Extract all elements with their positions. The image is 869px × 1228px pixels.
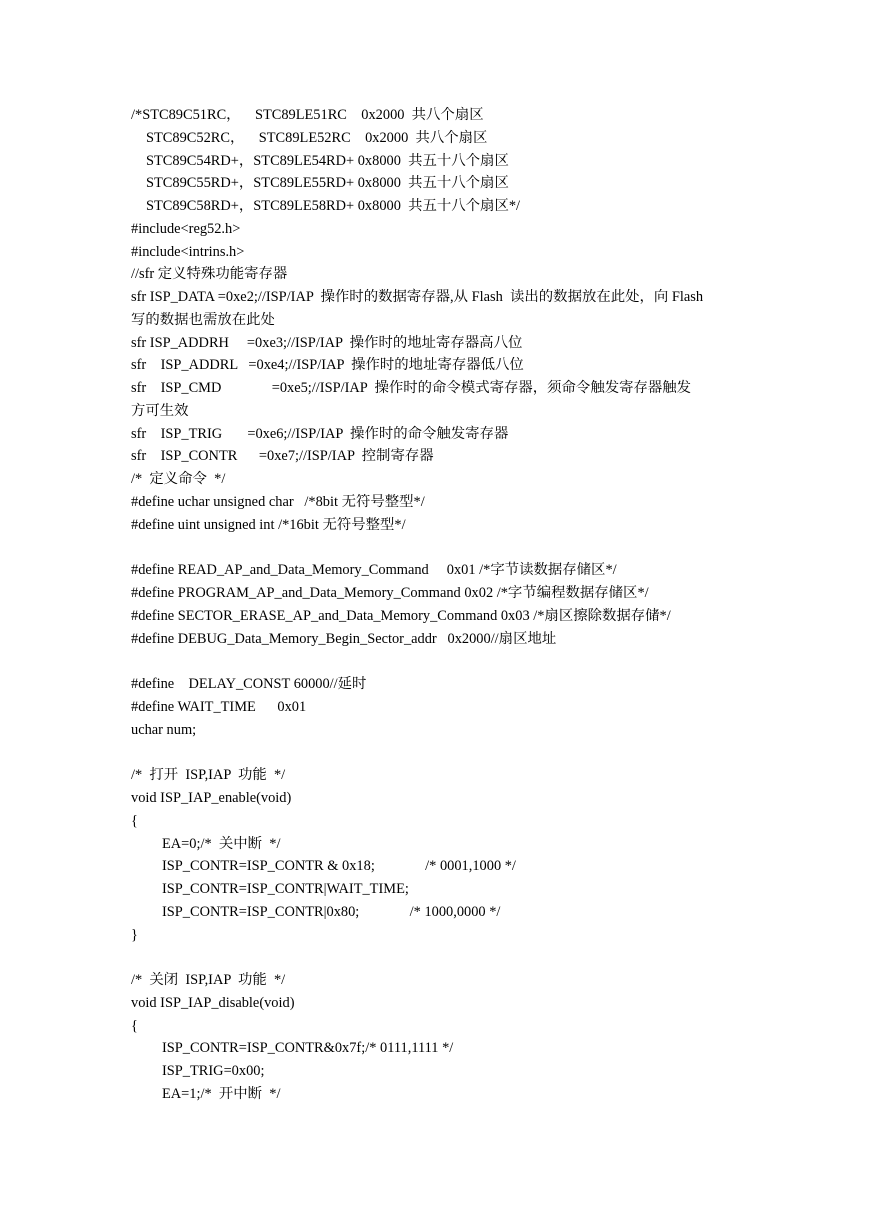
code-line: sfr ISP_CONTR =0xe7;//ISP/IAP 控制寄存器 [131, 448, 434, 465]
code-line: ISP_CONTR=ISP_CONTR|WAIT_TIME; [162, 881, 409, 898]
code-line: #define SECTOR_ERASE_AP_and_Data_Memory_Command 0x03 /*扇区擦除数据存储*/ [131, 607, 671, 624]
code-line: { [131, 1017, 138, 1034]
code-line: sfr ISP_ADDRL =0xe4;//ISP/IAP 操作时的地址寄存器低八位 [131, 357, 524, 374]
blank-line [131, 946, 771, 969]
code-line: #define PROGRAM_AP_and_Data_Memory_Command 0x02 /*字节编程数据存储区*/ [131, 585, 649, 602]
code-line: 写的数据也需放在此处 [131, 311, 275, 328]
code-line: sfr ISP_DATA =0xe2;//ISP/IAP 操作时的数据寄存器,从 Flash 读出的数据放在此处，向 Flash [131, 289, 704, 306]
code-line: /* 定义命令 */ [131, 471, 226, 488]
code-line: void ISP_IAP_enable(void) [131, 789, 292, 806]
code-line: //sfr 定义特殊功能寄存器 [131, 266, 288, 283]
code-line: uchar num; [131, 721, 197, 738]
code-line: sfr ISP_CMD =0xe5;//ISP/IAP 操作时的命令模式寄存器，须命令触发寄存器触发 [131, 380, 692, 397]
code-line: ISP_CONTR=ISP_CONTR|0x80; /* 1000,0000 */ [162, 903, 501, 920]
code-line: #include<reg52.h> [131, 220, 241, 237]
code-line: EA=0;/* 关中断 */ [162, 835, 281, 852]
blank-line [131, 741, 771, 764]
code-line: STC89C54RD+，STC89LE54RD+ 0x8000 共五十八个扇区 [146, 152, 509, 169]
blank-line [131, 650, 771, 673]
code-line: #define uint unsigned int /*16bit 无符号整型*/ [131, 516, 406, 533]
code-line: /*STC89C51RC， STC89LE51RC 0x2000 共八个扇区 [131, 107, 484, 123]
code-line: STC89C58RD+，STC89LE58RD+ 0x8000 共五十八个扇区*/ [146, 198, 521, 215]
code-line: #define uchar unsigned char /*8bit 无符号整型*/ [131, 494, 425, 511]
code-line: #define DELAY_CONST 60000//延时 [131, 676, 367, 693]
code-line: STC89C55RD+，STC89LE55RD+ 0x8000 共五十八个扇区 [146, 175, 509, 192]
code-line: #define WAIT_TIME 0x01 [131, 698, 307, 715]
code-line: sfr ISP_ADDRH =0xe3;//ISP/IAP 操作时的地址寄存器高八位 [131, 334, 523, 351]
code-listing [131, 104, 771, 1106]
code-line: ISP_CONTR=ISP_CONTR&0x7f;/* 0111,1111 */ [162, 1040, 454, 1057]
code-line: } [131, 926, 138, 943]
code-line: #define DEBUG_Data_Memory_Begin_Sector_addr 0x2000//扇区地址 [131, 630, 557, 647]
code-line: { [131, 812, 138, 829]
code-line: EA=1;/* 开中断 */ [162, 1085, 281, 1102]
code-line: /* 关闭 ISP,IAP 功能 */ [131, 972, 286, 989]
code-line: sfr ISP_TRIG =0xe6;//ISP/IAP 操作时的命令触发寄存器 [131, 425, 509, 442]
code-line: 方可生效 [131, 402, 189, 419]
code-line: #include<intrins.h> [131, 243, 245, 260]
code-line: ISP_TRIG=0x00; [162, 1063, 265, 1080]
code-line: #define READ_AP_and_Data_Memory_Command 0x01 /*字节读数据存储区*/ [131, 562, 617, 579]
code-line: /* 打开 ISP,IAP 功能 */ [131, 767, 286, 784]
code-line: void ISP_IAP_disable(void) [131, 994, 295, 1011]
code-line: STC89C52RC， STC89LE52RC 0x2000 共八个扇区 [146, 129, 488, 146]
code-line: ISP_CONTR=ISP_CONTR & 0x18; /* 0001,1000 */ [162, 858, 516, 875]
blank-line [131, 537, 771, 560]
